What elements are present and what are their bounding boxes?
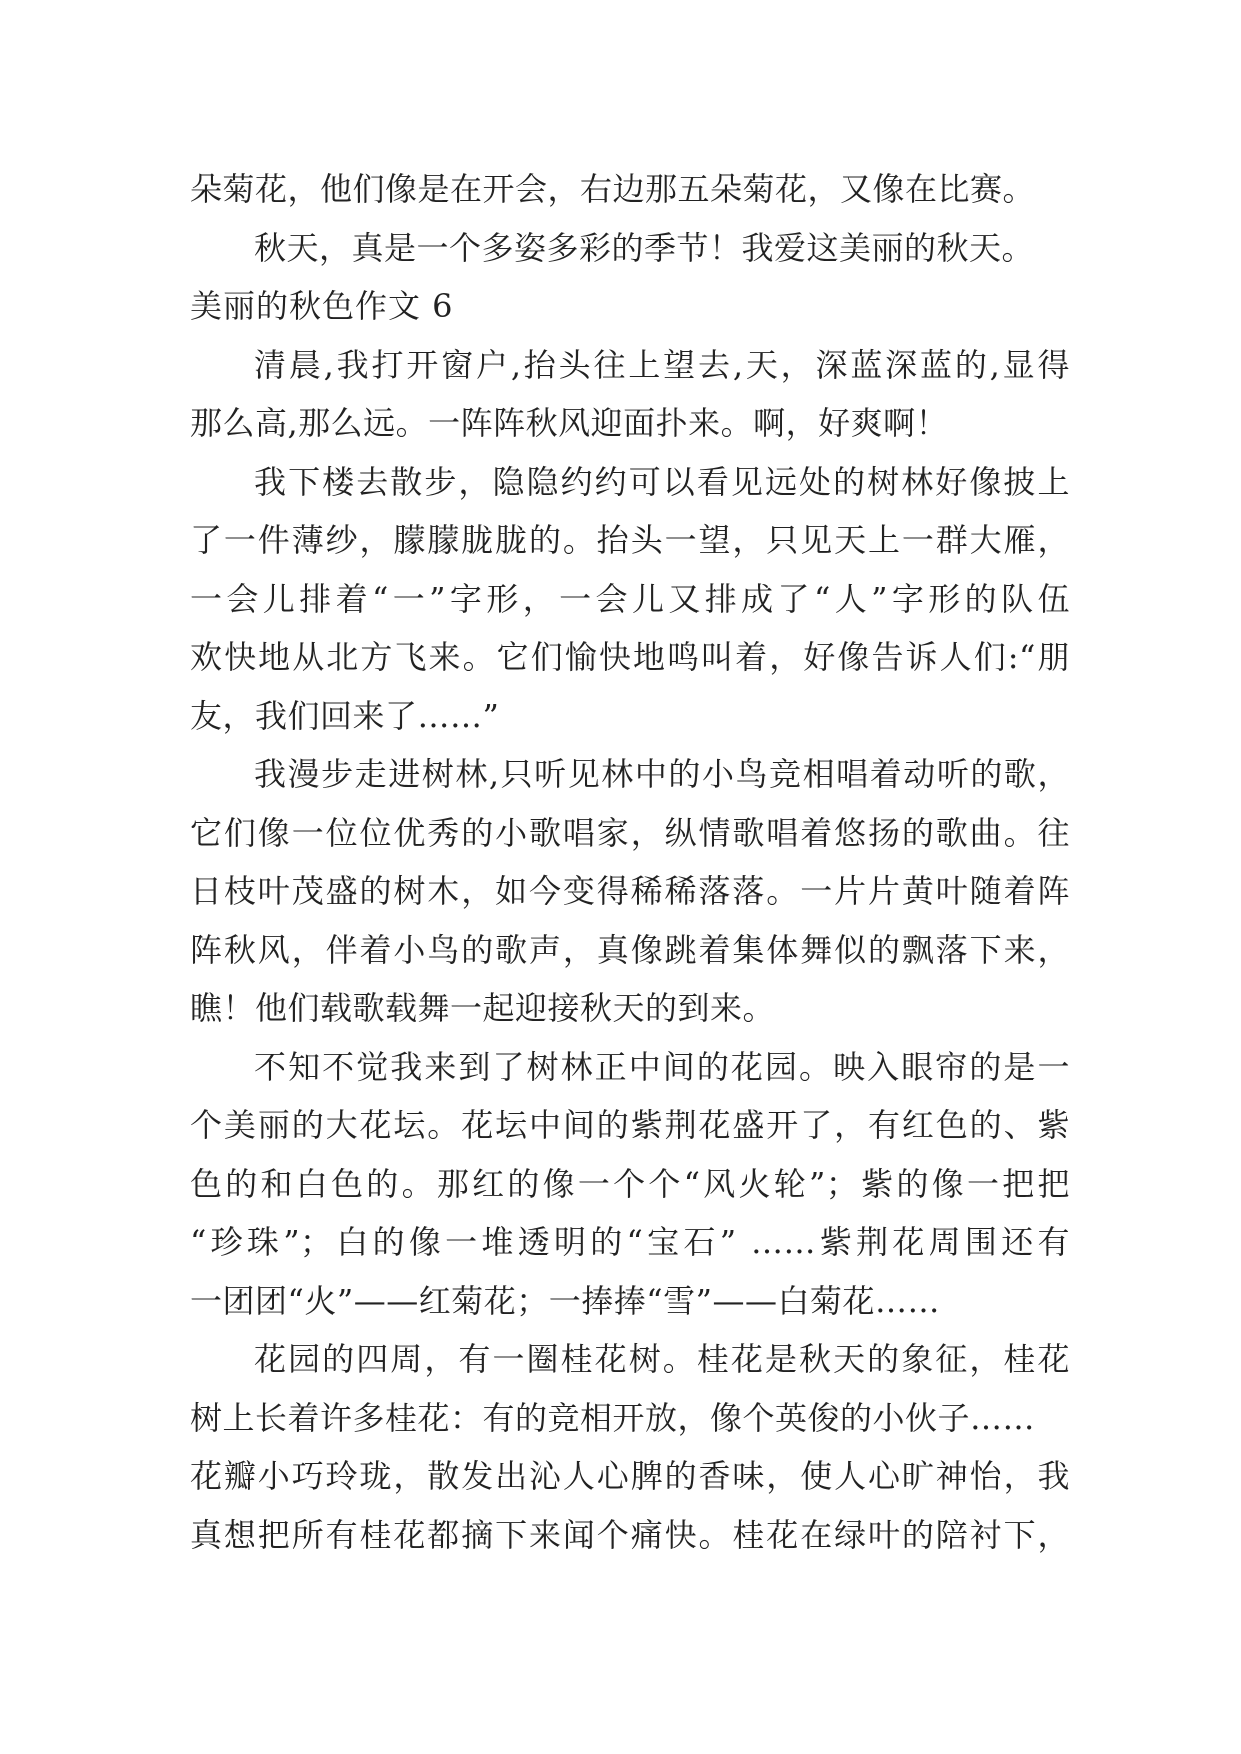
paragraph — [190, 745, 1070, 1038]
paragraph — [190, 1330, 1070, 1564]
text-line: 花瓣小巧玲珑，散发出沁人心脾的香味，使人心旷神怡，我 — [190, 1457, 1070, 1495]
text-line: 树上长着许多桂花：有的竞相开放，像个英俊的小伙子…… — [190, 1398, 1036, 1437]
text-line: 清晨,我打开窗户,抬头往上望去,天，深蓝深蓝的,显得 — [254, 345, 1070, 384]
paragraph — [190, 1038, 1070, 1331]
text-line: 欢快地从北方飞来。它们愉快地鸣叫着，好像告诉人们:“朋 — [190, 638, 1070, 676]
text-line: 我下楼去散步，隐隐约约可以看见远处的树林好像披上 — [254, 462, 1070, 501]
text-line: 瞧！他们载歌载舞一起迎接秋天的到来。 — [190, 989, 776, 1027]
section-heading: 美丽的秋色作文 6 — [190, 287, 454, 325]
text-line: 我漫步走进树林,只听见林中的小鸟竞相唱着动听的歌， — [254, 755, 1070, 793]
text-line: 个美丽的大花坛。花坛中间的紫荆花盛开了，有红色的、紫 — [190, 1106, 1070, 1144]
text-line: 花园的四周，有一圈桂花树。桂花是秋天的象征，桂花 — [254, 1340, 1070, 1378]
text-line: 那么高,那么远。一阵阵秋风迎面扑来。啊，好爽啊！ — [190, 404, 949, 442]
paragraph — [190, 336, 1070, 453]
text-line: 色的和白色的。那红的像一个个“风火轮”；紫的像一把把 — [190, 1164, 1070, 1203]
text-line: 真想把所有桂花都摘下来闻个痛快。桂花在绿叶的陪衬下， — [190, 1515, 1070, 1554]
text-line: “珍珠”；白的像一堆透明的“宝石” ……紫荆花周围还有 — [190, 1223, 1070, 1261]
text-line: 它们像一位位优秀的小歌唱家，纵情歌唱着悠扬的歌曲。往 — [190, 813, 1070, 852]
document-page — [190, 160, 1070, 1564]
text-line: 不知不觉我来到了树林正中间的花园。映入眼帘的是一 — [254, 1047, 1070, 1086]
text-line: 了一件薄纱，朦朦胧胧的。抬头一望，只见天上一群大雁， — [190, 521, 1070, 559]
paragraph — [190, 453, 1070, 746]
text-line: 阵秋风，伴着小鸟的歌声，真像跳着集体舞似的飘落下来， — [190, 930, 1070, 969]
text-line: 一团团“火”——红菊花；一捧捧“雪”——白菊花…… — [190, 1281, 940, 1320]
paragraph — [190, 219, 1070, 278]
text-line: 友，我们回来了……” — [190, 696, 500, 735]
text-line: 秋天，真是一个多姿多彩的季节！我爱这美丽的秋天。 — [254, 228, 1035, 267]
paragraph-continued — [190, 160, 1070, 219]
text-line: 日枝叶茂盛的树木，如今变得稀稀落落。一片片黄叶随着阵 — [190, 872, 1070, 910]
text-line: 一会儿排着“一”字形，一会儿又排成了“人”字形的队伍 — [190, 579, 1070, 618]
text-line: 朵菊花，他们像是在开会，右边那五朵菊花，又像在比赛。 — [190, 170, 1036, 208]
